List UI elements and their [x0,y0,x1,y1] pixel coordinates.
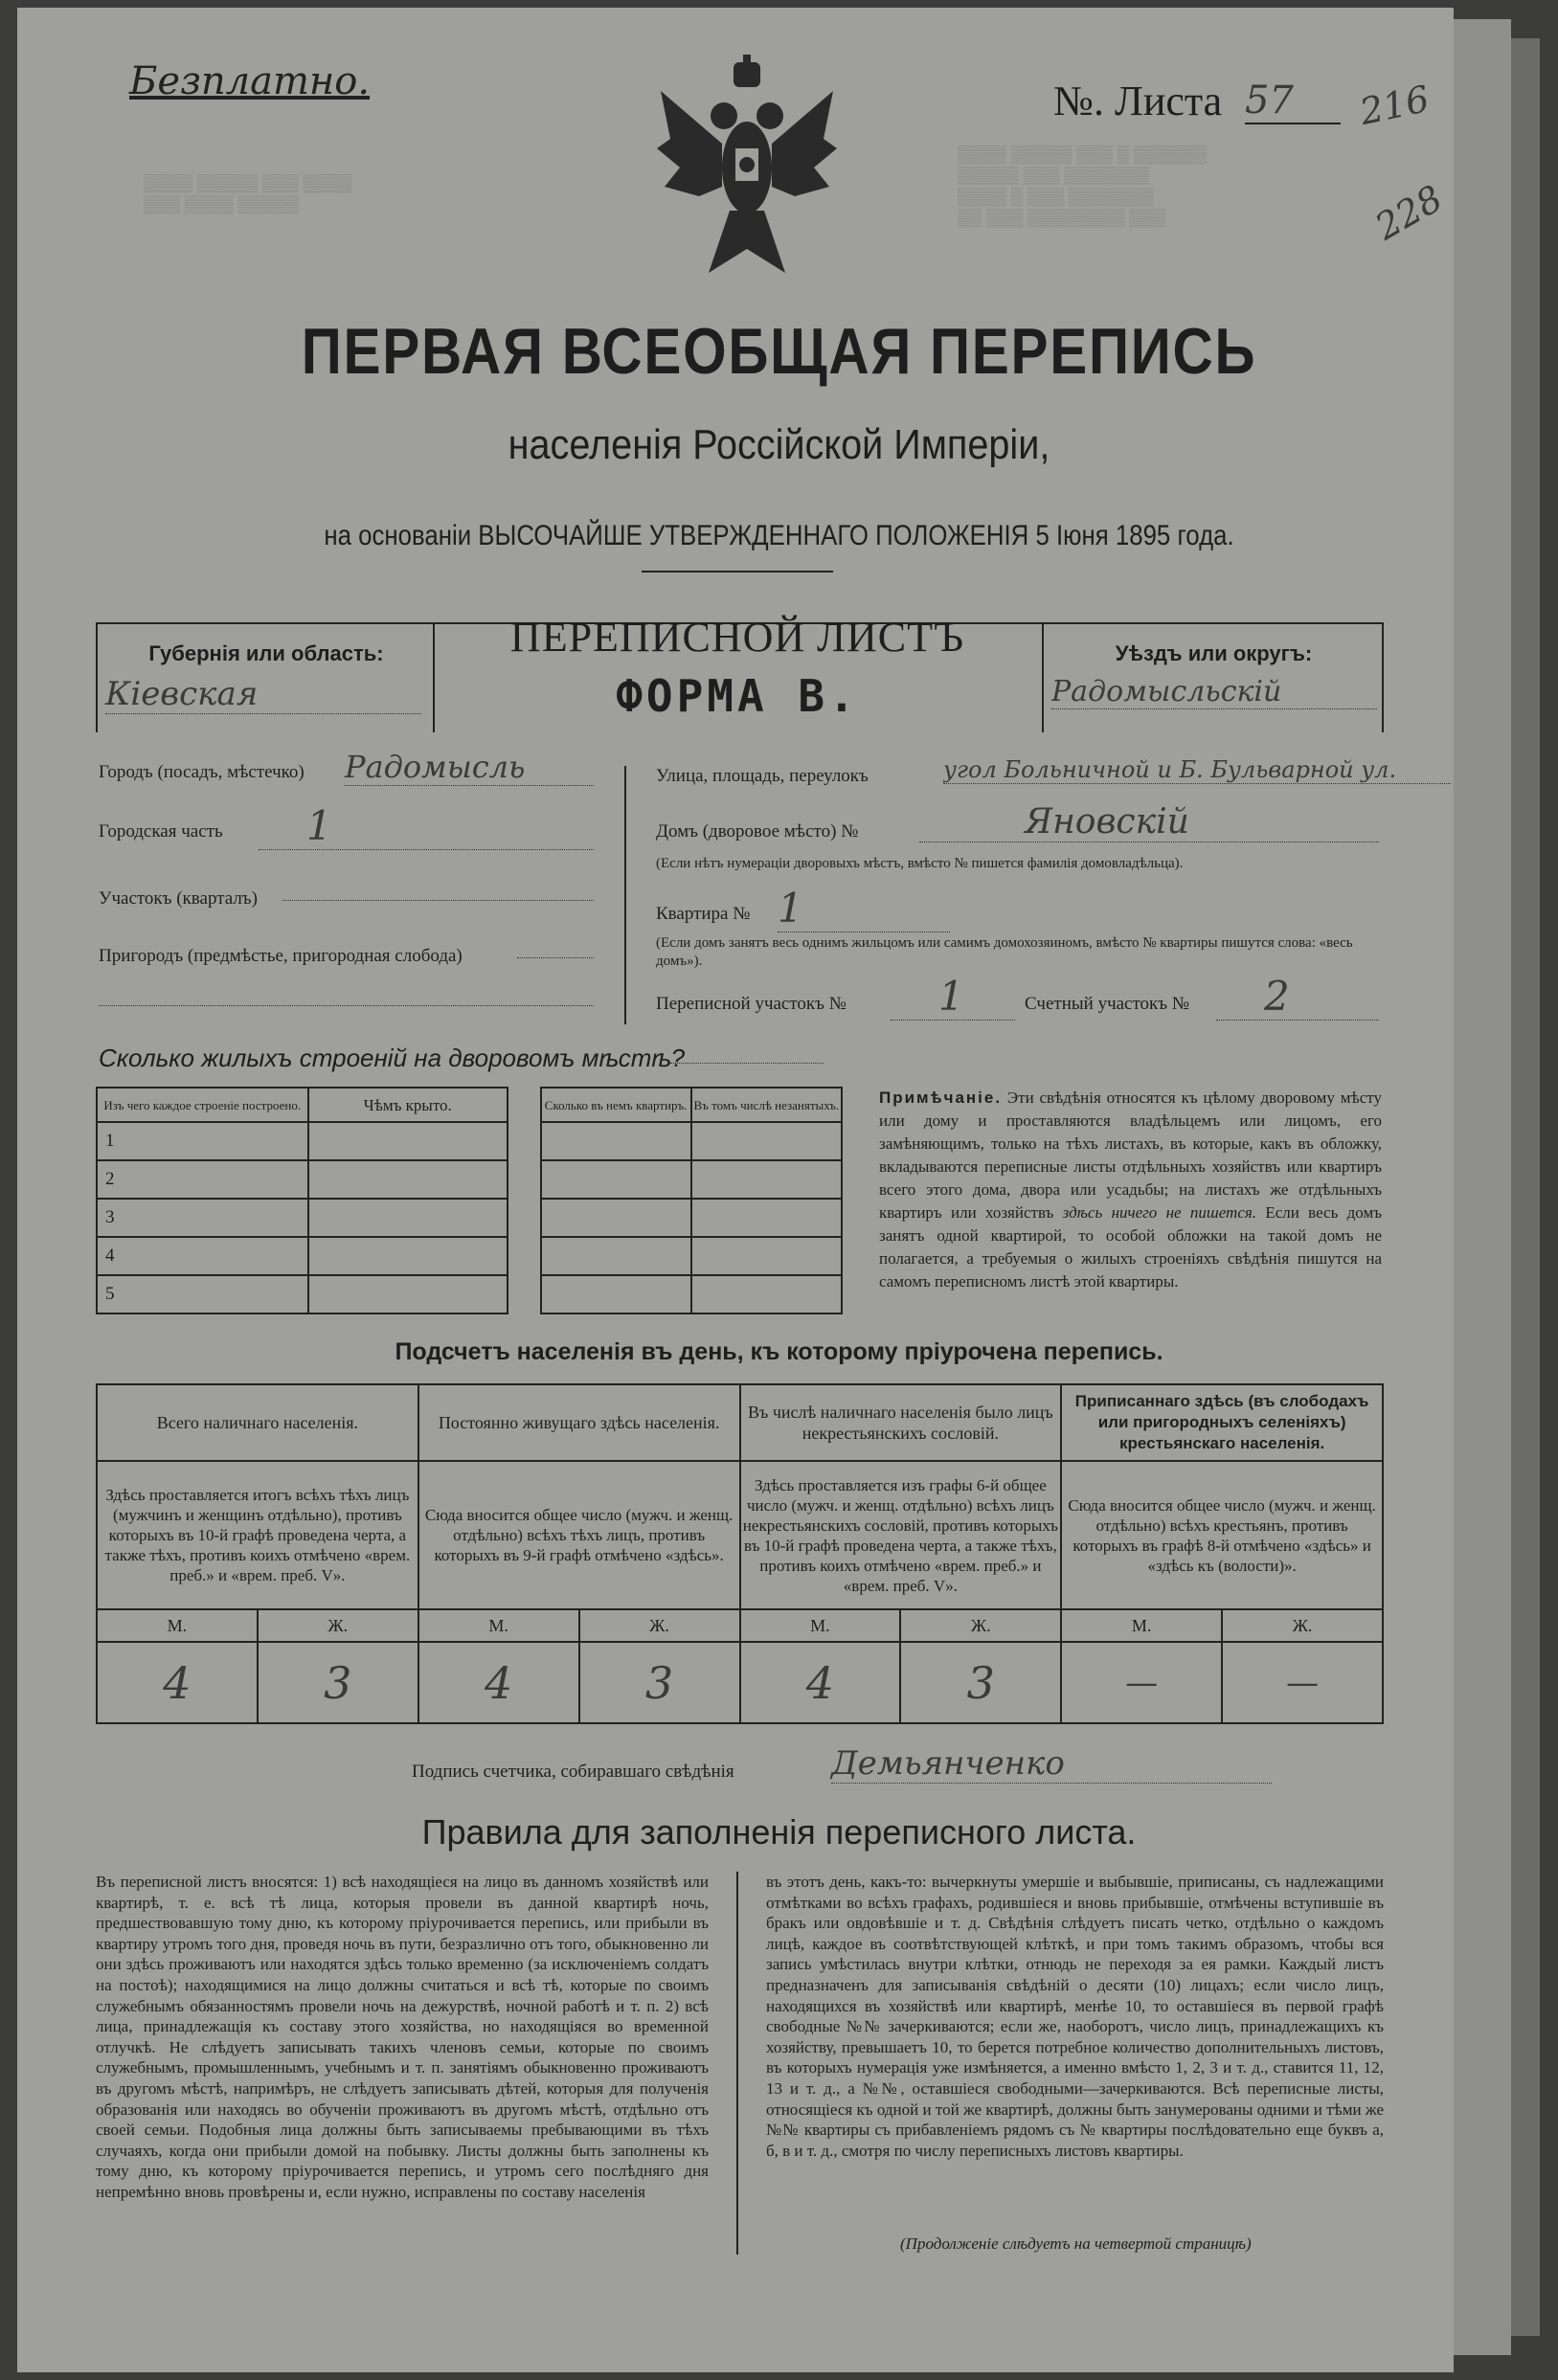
gubernia-label: Губернія или область: [148,641,384,665]
note-lead: Примѣчаніе. [879,1089,1003,1107]
divider [642,571,833,573]
buildings-header-roof: Чѣмъ крыто. [308,1088,508,1122]
form-title: ПЕРЕПИСНОЙ ЛИСТЪ [509,614,965,661]
census-district-value: 1 [891,973,1015,1021]
apartment-label: Квартира № [656,904,751,924]
uezd-label: Уѣздъ или округъ: [1115,641,1313,665]
form-box-divider-1 [433,622,435,732]
address-divider [624,766,626,1024]
buildings-question: Сколько жилыхъ строеній на дворовомъ мѣстѣ? [99,1044,686,1072]
male-label: М. [740,1609,901,1642]
house-value: Яновскій [919,802,1379,842]
city-part-label: Городская часть [99,821,223,842]
house-note: (Если нѣтъ нумераціи дворовыхъ мѣстъ, вмѣсто № пишется фамилія домовладѣльца). [656,856,1184,871]
page-edge-shadow [1511,38,1540,2336]
female-label: Ж. [1222,1609,1383,1642]
suburb-field-2 [99,1005,594,1006]
total-male-value: 4 [97,1642,258,1723]
street-value: угол Больничной и Б. Бульварной ул. [943,756,1451,784]
uezd-value: Радомысльскій [1051,675,1377,709]
population-head-permanent: Постоянно живущаго здѣсь населенія. [418,1384,740,1461]
population-title: Подсчетъ населенія въ день, къ которому пріурочена перепись. [395,1338,1163,1365]
margin-number-2: 228 [1367,176,1450,249]
population-head-total: Всего наличнаго населенія. [97,1384,418,1461]
female-label: Ж. [579,1609,740,1642]
sheet-number-label: №. Листа [1053,78,1223,124]
rules-right-column: въ этотъ день, какъ-то: вычеркнуты умершіе и выбывшіе, приписаны, съ надлежащими отмѣтками во всѣхъ графахъ, родившіеся и вновь прибывшіе, отмѣчены вступившіе въ бракъ или овдовѣвшіе и т. д. Свѣдѣнія слѣдуетъ писать четко, отдѣльно о каждомъ лицѣ, каждое въ соотвѣтствующей клѣткѣ, и при томъ такимъ образомъ, чтобы вся запись умѣстилась внутри клѣтки, отнюдь не переходя за ея рамки. Каждый листъ предназначенъ для записыванія свѣдѣній о десяти (10) лицахъ; если число лицъ, находящихся въ хозяйствѣ или квартирѣ, менѣе 10, то оставшіеся въ первой графѣ свободные №№ зачеркиваются; если же, наоборотъ, число лицъ, принадлежащихъ къ хозяйству, превышаетъ 10, то берется потребное количество дополнительныхъ листовъ, въ которыхъ нумерація уже измѣняется, а именно вмѣсто 1, 2, 3 и т. д., ставится 11, 12, 13 и т. д., а №№, оставшіеся свободными—зачеркиваются. Всѣ переписные листы, относящіеся къ одной и той же квартирѣ, должны быть занумерованы одними и тѣми же №№ квартиры съ прибавленіемъ рядомъ съ № квартиры послѣдовательно еще буквъ а, б, в и т. д., смотря по числу переписныхъ листовъ квартиры. [766,1873,1384,2160]
permanent-female-value: 3 [579,1642,740,1723]
form-box-right [1382,622,1384,732]
note-emphasis: здѣсь ничего не пишется. [1062,1203,1257,1222]
note-text: Эти свѣдѣнія относятся къ цѣлому дворовому мѣсту или дому и проставляются владѣльцемъ или лицомъ, его замѣняющимъ, только на тѣхъ листахъ, въ которые, какъ въ обложку, вкладываются переписные листы отдѣльныхъ хозяйствъ или квартиръ всего этого дома, двора или усадьбы; на листахъ же отдѣльныхъ квартиръ или хозяйствъ [879,1089,1383,1222]
rules-title: Правила для заполненія переписного листа. [421,1812,1137,1852]
peasant-female-value: — [1222,1642,1383,1723]
suburb-label: Пригородъ (предмѣстье, пригородная слобода) [99,946,463,966]
population-desc-nonpeasant: Здѣсь проставляется изъ графы 6-й общее число (мужч. и женщ. отдѣльно) всѣхъ лицъ некрестьянскихъ сословій, противъ которыхъ въ 10-й графѣ проведена черта, а также тѣхъ, противъ коихъ отмѣчено «врем. преб.» и «врем. преб. V». [740,1461,1062,1609]
buildings-header-material: Изъ чего каждое строеніе построено. [97,1088,308,1122]
buildings-header-vacant: Въ томъ числѣ незанятыхъ. [691,1088,842,1122]
basis-line: на основаніи ВЫСОЧАЙШЕ УТВЕРЖДЕННАГО ПОЛОЖЕНІЯ 5 Іюня 1895 года. [324,520,1234,551]
count-district-label: Счетный участокъ № [1025,994,1189,1014]
district-field [282,900,594,901]
female-label: Ж. [900,1609,1061,1642]
bleed-through-left: ▒▒▒▒ ▒▒▒▒▒ ▒▒▒ ▒▒▒▒ ▒▒▒ ▒▒▒▒ ▒▒▒▒▒ [144,173,352,213]
city-part-value: 1 [259,802,594,850]
margin-number-1: 216 [1356,77,1434,134]
population-head-peasant: Приписаннаго здѣсь (въ слободахъ или пригородныхъ селеніяхъ) крестьянскаго населенія. [1061,1384,1383,1461]
district-label: Участокъ (кварталъ) [99,888,258,909]
buildings-row-number: 1 [97,1122,308,1160]
nonpeasant-female-value: 3 [900,1642,1061,1723]
permanent-male-value: 4 [418,1642,579,1723]
signature-value: Демьянченко [831,1744,1272,1784]
buildings-field [670,1063,824,1064]
form-subtitle: ФОРМА В. [616,670,859,722]
continued-note: (Продолженіе слѣдуетъ на четвертой страницѣ) [900,2234,1252,2253]
note-text-2: Если весь домъ занятъ одной квартирой, то особой обложки на такой домъ не полагается, а требуемыя о жилыхъ строеніяхъ свѣдѣнія пишутся на самомъ переписномъ листѣ этой квартиры. [879,1203,1383,1291]
city-label: Городъ (посадъ, мѣстечко) [99,762,305,782]
suburb-field [517,957,594,958]
buildings-row-number: 5 [97,1275,308,1313]
population-desc-peasant: Сюда вносится общее число (мужч. и женщ. отдѣльно) всѣхъ крестьянъ, противъ которыхъ въ графѣ 8-й отмѣчено «здѣсь» и «здѣсь къ (волости)». [1061,1461,1383,1609]
population-desc-permanent: Сюда вносится общее число (мужч. и женщ. отдѣльно) всѣхъ тѣхъ лицъ, противъ которыхъ въ 9-й графѣ отмѣчено «здѣсь». [418,1461,740,1609]
house-label: Домъ (дворовое мѣсто) № [656,821,859,842]
buildings-table [96,1087,843,1314]
apartment-value: 1 [778,885,950,932]
census-district-label: Переписной участокъ № [656,994,847,1014]
male-label: М. [418,1609,579,1642]
signature-label: Подпись счетчика, собиравшаго свѣдѣнія [412,1762,734,1782]
page-subtitle: населенія Россійской Имперіи, [508,421,1050,468]
buildings-row-number: 3 [97,1199,308,1237]
imperial-eagle-icon [651,53,843,282]
population-desc-total: Здѣсь проставляется итогъ всѣхъ тѣхъ лицъ (мужчинъ и женщинъ отдѣльно), противъ которыхъ въ 10-й графѣ проведена черта, а также тѣхъ, противъ коихъ отмѣчено «врем. преб.» и «врем. преб. V». [97,1461,418,1609]
buildings-header-apartments: Сколько въ немъ квартиръ. [541,1088,691,1122]
gubernia-value: Кіевская [105,675,421,714]
city-value: Радомысль [345,749,594,786]
rules-left-column: Въ переписной листъ вносятся: 1) всѣ находящіеся на лицо въ данномъ хозяйствѣ или квартирѣ, т. е. всѣ тѣ лица, которыя провели въ данной квартирѣ ночь, предшествовавшую тому дню, къ которому пріурочивается перепись, или прибыли въ квартиру утромъ того дня, проведя ночь въ пути, безразлично отъ того, обыкновенно ли они здѣсь проживаютъ или находятся здѣсь только временно (за исключеніемъ солдатъ на постоѣ); находящимися на лицо должны считаться и всѣ тѣ, которые по своимъ служебнымъ обязанностямъ провели ночь на дежурствѣ, ночной работѣ и т. п. 2) всѣ лица, принадлежащія къ составу этого хозяйства, но находящіяся во временной отлучкѣ. Не слѣдуетъ записывать такихъ членовъ семьи, которые по своимъ служебнымъ, промышленнымъ, учебнымъ и т. п. занятіямъ обыкновенно проживаютъ въ другомъ мѣстѣ, напримѣръ, не слѣдуетъ записывать дѣтей, которыя для полученія образованія или находясь во обученіи проживаютъ въ другомъ мѣстѣ, отдѣльно отъ своей семьи. Подобныя лица должны быть записываемы пребывающими въ тѣхъ случаяхъ, когда они прибыли домой на побывку. Листы должны быть заполнены къ тому дню, къ которому пріурочивается перепись, и утромъ сего послѣдняго дня непремѣнно вновь провѣрены и, если нужно, исправлены по составу населенія [96,1873,709,2201]
apartment-note: (Если домъ занятъ весь однимъ жильцомъ или самимъ домохозяиномъ, вмѣсто № квартиры пишутся слова: «весь домъ»). [656,935,1353,969]
form-box-divider-2 [1042,622,1044,732]
rules-divider [736,1872,738,2255]
male-label: М. [97,1609,258,1642]
buildings-spacer [508,1088,541,1122]
population-head-nonpeasant: Въ числѣ наличнаго населенія было лицъ некрестьянскихъ сословій. [740,1384,1062,1461]
street-label: Улица, площадь, переулокъ [656,766,869,786]
page-edge [1454,19,1511,2355]
total-female-value: 3 [258,1642,418,1723]
free-label: Безплатно. [129,59,371,103]
female-label: Ж. [258,1609,418,1642]
population-table [96,1383,1384,1724]
page-title: ПЕРВАЯ ВСЕОБЩАЯ ПЕРЕПИСЬ [301,315,1257,388]
peasant-male-value: — [1061,1642,1222,1723]
buildings-row-number: 4 [97,1237,308,1275]
buildings-row-number: 2 [97,1160,308,1199]
form-box-left [96,622,98,732]
sheet-number-value: 57 [1245,79,1341,124]
count-district-value: 2 [1216,973,1379,1021]
note-block [879,1087,1382,1293]
bleed-through: ▒▒▒▒ ▒▒▒▒▒ ▒▒▒ ▒ ▒▒▒▒▒▒ ▒▒▒▒▒ ▒▒▒ ▒▒▒▒▒▒▒ ▒▒▒▒ ▒ ▒▒▒ ▒▒▒▒▒▒▒ ▒▒ ▒▒▒ ▒▒▒▒▒▒▒▒ ▒▒▒ [958,145,1208,227]
nonpeasant-male-value: 4 [740,1642,901,1723]
male-label: М. [1061,1609,1222,1642]
